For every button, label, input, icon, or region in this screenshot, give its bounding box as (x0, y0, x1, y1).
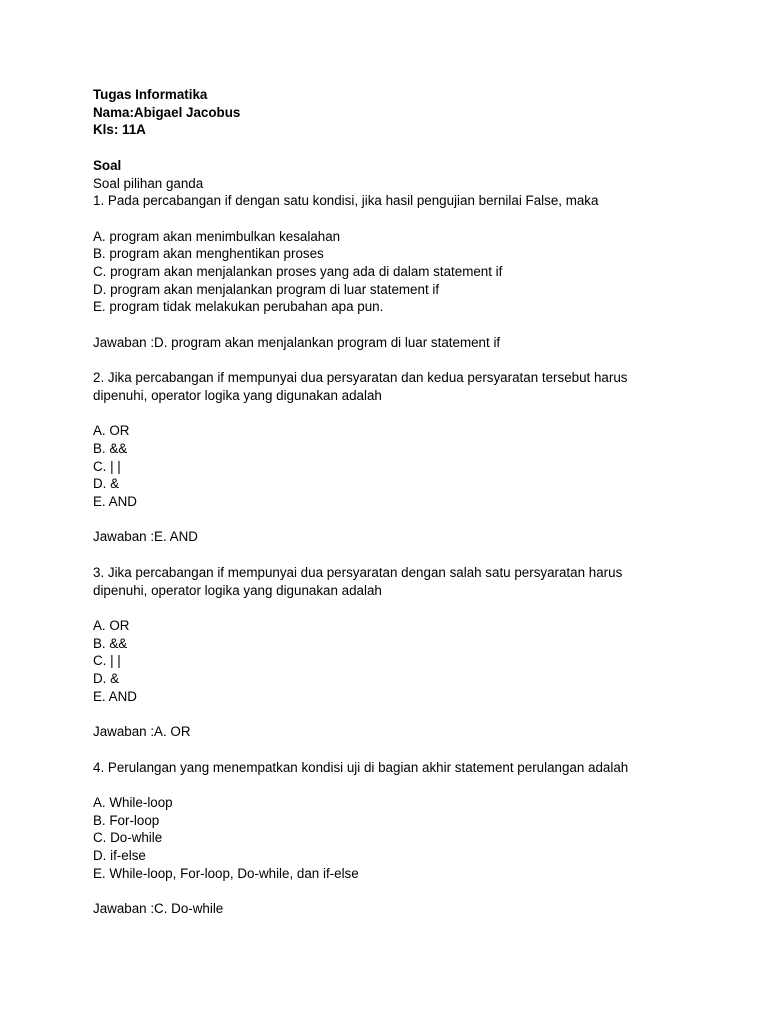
question-2 (93, 369, 693, 564)
option-a: A. OR (93, 423, 130, 439)
section-heading: Soal (93, 157, 122, 173)
answer: Jawaban :C. Do-while (93, 901, 224, 917)
spacer (93, 316, 693, 334)
document-title: Tugas Informatika (93, 87, 208, 102)
spacer (93, 776, 693, 794)
option-d: D. if-else (93, 848, 146, 864)
option-b: B. program akan menghentikan proses (93, 246, 324, 262)
option-c: C. Do-while (93, 830, 163, 846)
option-d: D. & (93, 476, 120, 492)
question-text-line-2: dipenuhi, operator logika yang digunakan adalah (93, 387, 382, 403)
spacer (93, 599, 693, 617)
spacer (93, 352, 693, 370)
spacer (93, 741, 693, 759)
option-b: B. For-loop (93, 812, 160, 828)
option-e: E. AND (93, 494, 137, 510)
student-class: Kls: 11A (93, 122, 146, 138)
spacer (93, 705, 693, 723)
question-text: 1. Pada percabangan if dengan satu kondisi, jika hasil pengujian bernilai False, maka (93, 193, 599, 209)
spacer (93, 882, 693, 900)
option-a: A. program akan menimbulkan kesalahan (93, 228, 341, 244)
option-c: C. | | (93, 653, 121, 669)
student-name: Nama:Abigael Jacobus (93, 104, 241, 120)
question-text: 4. Perulangan yang menempatkan kondisi uji di bagian akhir statement perulangan adalah (93, 759, 629, 775)
option-d: D. program akan menjalankan program di luar statement if (93, 281, 440, 297)
option-e: E. program tidak melakukan perubahan apa pun. (93, 299, 384, 315)
option-e: E. While-loop, For-loop, Do-while, dan if-else (93, 865, 359, 881)
answer: Jawaban :A. OR (93, 724, 191, 740)
question-1 (93, 192, 693, 369)
spacer (93, 405, 693, 423)
option-a: A. OR (93, 617, 130, 633)
spacer (93, 511, 693, 529)
question-text-line-1: 2. Jika percabangan if mempunyai dua persyaratan dan kedua persyaratan tersebut harus (93, 370, 628, 386)
question-3 (93, 564, 693, 759)
option-b: B. && (93, 440, 128, 456)
question-text-line-2: dipenuhi, operator logika yang digunakan adalah (93, 582, 382, 598)
option-c: C. | | (93, 458, 121, 474)
spacer (93, 546, 693, 564)
document-content (93, 86, 693, 918)
question-text-line-1: 3. Jika percabangan if mempunyai dua persyaratan dengan salah satu persyaratan harus (93, 564, 623, 580)
option-e: E. AND (93, 688, 137, 704)
option-d: D. & (93, 671, 120, 687)
option-c: C. program akan menjalankan proses yang ada di dalam statement if (93, 264, 503, 279)
option-a: A. While-loop (93, 794, 173, 810)
spacer (93, 210, 693, 228)
answer: Jawaban :E. AND (93, 529, 198, 545)
answer: Jawaban :D. program akan menjalankan program di luar statement if (93, 334, 501, 350)
spacer (93, 139, 693, 157)
option-b: B. && (93, 635, 128, 651)
question-4 (93, 759, 693, 918)
section-subheading: Soal pilihan ganda (93, 175, 204, 191)
